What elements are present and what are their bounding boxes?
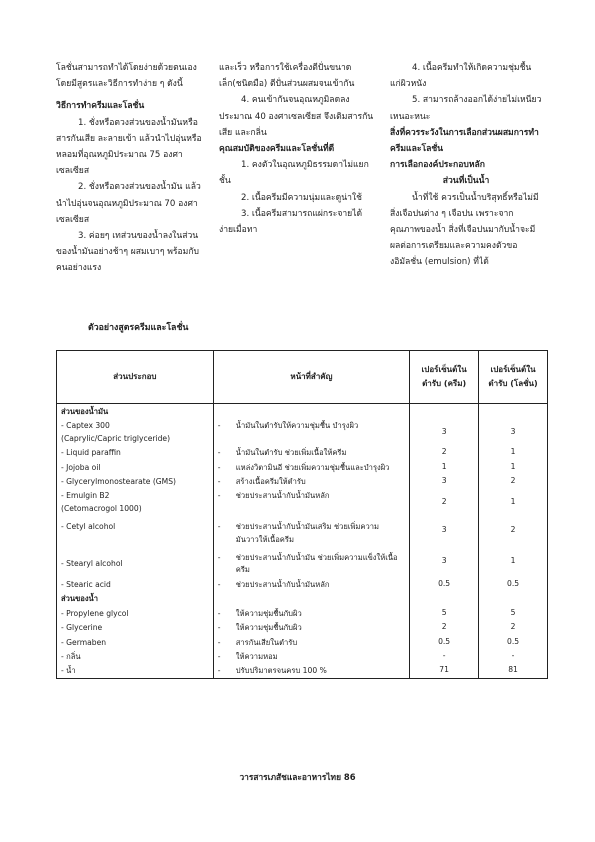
lotion-percent-cell: 2 xyxy=(479,515,548,546)
ingredient-name: - กลิ่น xyxy=(61,651,81,661)
cream-percent-cell: 2 xyxy=(410,488,479,515)
function-line xyxy=(218,490,405,502)
function-text: ช่วยประสานน้ำกับน้ำมัน ช่วยเพิ่มความแข็งให้เนื้อ xyxy=(235,553,398,563)
text-column-3 xyxy=(390,60,542,271)
table-row xyxy=(57,460,548,474)
water-part-text: น้ำที่ใช้ ควรเป็นน้ำบริสุทธิ์หรือไม่มีสิ่งเจือปนต่าง ๆ เจือปน เพราะจากคุณภาพของน้ำ สิ่งที่เจือปนมากับน้ำจะมีผลต่อการเตรียมและความคงตัวของอิมัลชั่น (emulsion) ที่ได้ xyxy=(390,192,539,268)
ingredient-cell xyxy=(57,445,214,459)
cream-percent-cell: 5 xyxy=(410,606,479,620)
function-text: น้ำมันในตำรับให้ความชุ่มชื้น บำรุงผิว xyxy=(235,421,359,431)
function-line xyxy=(218,622,405,634)
function-text: ปรับปริมาตรจนครบ 100 % xyxy=(235,666,327,676)
lotion-percent-cell: 5 xyxy=(479,606,548,620)
dash: - xyxy=(217,553,221,563)
table-row xyxy=(57,474,548,488)
function-text: ให้ความหอม xyxy=(235,651,278,661)
function-line xyxy=(218,579,405,591)
cream-percent-cell: 3 xyxy=(410,474,479,488)
function-line xyxy=(218,476,405,488)
cream-percent-cell: 0.5 xyxy=(410,635,479,649)
ingredient-name: - Liquid paraffin xyxy=(61,448,121,458)
ingredient-name: - Glycerylmonostearate (GMS) xyxy=(61,477,176,487)
lotion-percent-cell: 3 xyxy=(479,418,548,445)
table-row xyxy=(57,663,548,678)
cream-percent-cell: 3 xyxy=(410,546,479,577)
lotion-percent-cell: 0.5 xyxy=(479,635,548,649)
ingredient-cell xyxy=(57,488,214,515)
ingredient-name: - Propylene glycol xyxy=(61,608,129,618)
table-header-row xyxy=(57,351,548,404)
dash: - xyxy=(217,637,221,647)
function-cell xyxy=(213,460,409,474)
water-section-row xyxy=(57,591,548,605)
function-line xyxy=(218,665,405,677)
dash: - xyxy=(217,666,221,676)
cream-percent-cell: 0.5 xyxy=(410,577,479,591)
dash: - xyxy=(217,448,221,458)
lotion-percent-cell: 2 xyxy=(479,474,548,488)
lotion-percent-cell: 2 xyxy=(479,620,548,634)
lotion-percent-cell: 1 xyxy=(479,445,548,459)
ingredient-cell xyxy=(57,606,214,620)
function-cell xyxy=(213,418,409,445)
table-row xyxy=(57,546,548,577)
ingredient-name: - Stearyl alcohol xyxy=(61,559,123,569)
method-step-3: 3. ค่อยๆ เทส่วนของน้ำลงในส่วนของน้ำมันอย่างช้าๆ ผสมเบาๆ พร้อมกับคนอย่างแรง xyxy=(56,231,199,274)
function-text-cont: มันวาวให้เนื้อครีม xyxy=(235,534,294,544)
function-line xyxy=(218,552,405,564)
dash: - xyxy=(217,421,221,431)
table-row xyxy=(57,577,548,591)
table-row xyxy=(57,635,548,649)
function-line xyxy=(218,462,405,474)
oil-section-row xyxy=(57,404,548,419)
ingredient-cell xyxy=(57,546,214,577)
header-lotion-percent: เปอร์เซ็นต์ในตำรับ (โลชั่น) xyxy=(479,351,548,404)
quality-item-2: 2. เนื้อครีมมีความนุ่มและดูน่าใช้ xyxy=(241,192,362,203)
lotion-percent-cell: 1 xyxy=(479,460,548,474)
ingredient-name: - Germaben xyxy=(61,637,107,647)
function-line xyxy=(218,521,405,533)
function-line xyxy=(218,608,405,620)
function-text: ให้ความชุ่มชื้นกับผิว xyxy=(235,608,302,618)
cream-percent-cell: 1 xyxy=(410,460,479,474)
quality-heading: คุณสมบัติของครีมและโลชั่นที่ดี xyxy=(219,144,335,155)
ingredient-name: - Jojoba oil xyxy=(61,462,101,472)
ingredient-cell xyxy=(57,663,214,678)
function-text-cont: ครีม xyxy=(235,565,250,575)
water-section-label: ส่วนของน้ำ xyxy=(57,591,214,605)
function-text: ช่วยประสานน้ำกับน้ำมันหลัก xyxy=(235,491,330,501)
function-text: สารกันเสียในตำรับ xyxy=(235,637,298,647)
ingredient-name: - Captex 300 xyxy=(61,421,110,431)
ingredient-name: - Stearic acid xyxy=(61,579,111,589)
function-cell xyxy=(213,577,409,591)
method-step-3-cont: และเร็ว หรือการใช้เครื่องตีปั่นขนาดเล็ก(ชนิดมือ) ตีปั่นส่วนผสมจนเข้ากัน xyxy=(219,63,355,90)
text-column-1 xyxy=(56,60,208,277)
function-line xyxy=(218,637,405,649)
function-text: แหล่งวิตามินอี ช่วยเพิ่มความชุ่มชื้นและบำรุงผิว xyxy=(235,462,390,472)
method-step-1: 1. ชั่งหรือตวงส่วนของน้ำมันหรือสารกันเสีย ละลายเข้า แล้วนำไปอุ่นหรือหลอมที่อุณหภูมิประมาณ 75 องศาเซลเซียส xyxy=(56,117,202,177)
ingredient-chemical-name: (Cetomacrogol 1000) xyxy=(61,503,142,513)
function-text: ให้ความชุ่มชื้นกับผิว xyxy=(235,623,302,633)
ingredient-cell xyxy=(57,474,214,488)
ingredient-cell xyxy=(57,620,214,634)
function-cell xyxy=(213,649,409,663)
oil-section-label: ส่วนของน้ำมัน xyxy=(57,404,214,419)
function-line xyxy=(218,651,405,663)
cream-percent-cell: 3 xyxy=(410,515,479,546)
cream-percent-cell: 2 xyxy=(410,445,479,459)
method-step-2: 2. ชั่งหรือตวงส่วนของน้ำมัน แล้วนำไปอุ่นจนอุณหภูมิประมาณ 70 องศาเซลเซียส xyxy=(56,182,201,225)
ingredient-cell xyxy=(57,460,214,474)
function-text: ช่วยประสานน้ำกับน้ำมันหลัก xyxy=(235,579,330,589)
dash: - xyxy=(217,651,221,661)
lotion-percent-cell: 0.5 xyxy=(479,577,548,591)
dash: - xyxy=(217,462,221,472)
header-function: หน้าที่สำคัญ xyxy=(213,351,409,404)
table-row xyxy=(57,488,548,515)
water-part-heading: ส่วนที่เป็นน้ำ xyxy=(442,176,490,187)
intro-paragraph: โลชั่นสามารถทำได้โดยง่ายด้วยตนเอง โดยมีสูตรและวิธีการทำง่าย ๆ ดังนี้ xyxy=(56,63,197,90)
dash: - xyxy=(217,623,221,633)
table-row xyxy=(57,515,548,546)
cream-percent-cell: 2 xyxy=(410,620,479,634)
function-cell xyxy=(213,663,409,678)
lotion-percent-cell: 1 xyxy=(479,488,548,515)
ingredient-name: - Emulgin B2 xyxy=(61,491,110,501)
cream-percent-cell: - xyxy=(410,649,479,663)
method-step-4: 4. คนเข้ากันจนอุณหภูมิลดลงประมาณ 40 องศาเซลเซียส จึงเติมสารกันเสีย และกลิ่น xyxy=(219,95,374,138)
function-text: ช่วยประสานน้ำกับน้ำมันเสริม ช่วยเพิ่มความ xyxy=(235,522,380,532)
quality-item-5: 5. สามารถล้างออกได้ง่ายไม่เหนียวเหนอะหนะ xyxy=(390,95,542,122)
header-cream-percent: เปอร์เซ็นต์ในตำรับ (ครีม) xyxy=(410,351,479,404)
section-title: ตัวอย่างสูตรครีมและโลชั่น xyxy=(88,323,189,333)
ingredient-cell xyxy=(57,635,214,649)
dash: - xyxy=(217,608,221,618)
cream-percent-cell: 71 xyxy=(410,663,479,678)
lotion-percent-cell: 1 xyxy=(479,546,548,577)
function-cell xyxy=(213,488,409,515)
cream-percent-cell: 3 xyxy=(410,418,479,445)
function-cell xyxy=(213,445,409,459)
header-ingredient: ส่วนประกอบ xyxy=(57,351,214,404)
ingredient-chemical-name: (Caprylic/Capric triglyceride) xyxy=(61,433,171,443)
table-row xyxy=(57,445,548,459)
main-component-heading: การเลือกองค์ประกอบหลัก xyxy=(390,160,485,171)
table-row xyxy=(57,620,548,634)
table-row xyxy=(57,418,548,445)
function-line xyxy=(218,447,405,459)
ingredient-name: - Cetyl alcohol xyxy=(61,522,116,532)
quality-item-1: 1. คงตัวในอุณหภูมิธรรมดาไม่แยกชั้น xyxy=(219,160,369,187)
function-cell xyxy=(213,515,409,546)
table-row xyxy=(57,649,548,663)
ingredient-cell xyxy=(57,649,214,663)
function-text: สร้างเนื้อครีมให้ตำรับ xyxy=(235,477,306,487)
function-cell xyxy=(213,474,409,488)
page-footer: วารสารเภสัชและอาหารไทย 86 xyxy=(239,772,356,782)
lotion-percent-cell: 81 xyxy=(479,663,548,678)
ingredient-cell xyxy=(57,577,214,591)
recipe-table xyxy=(56,350,548,679)
dash: - xyxy=(217,491,221,501)
function-cell xyxy=(213,635,409,649)
table-row xyxy=(57,606,548,620)
dash: - xyxy=(217,477,221,487)
dash: - xyxy=(217,522,221,532)
ingredient-name: - Glycerine xyxy=(61,623,103,633)
quality-item-4: 4. เนื้อครีมทำให้เกิดความชุ่มชื้นแก่ผิวหนัง xyxy=(390,63,532,90)
function-line xyxy=(218,420,405,432)
dash: - xyxy=(217,579,221,589)
quality-item-3: 3. เนื้อครีมสามารถแผ่กระจายได้ง่ายเมื่อทา xyxy=(219,208,363,236)
ingredient-cell xyxy=(57,418,214,445)
function-cell xyxy=(213,620,409,634)
function-text: น้ำมันในตำรับ ช่วยเพิ่มเนื้อให้ครีม xyxy=(235,448,347,458)
ingredient-cell xyxy=(57,515,214,546)
lotion-percent-cell: - xyxy=(479,649,548,663)
method-heading: วิธีการทำครีมและโลชั่น xyxy=(56,101,145,112)
table-body xyxy=(57,404,548,679)
function-cell xyxy=(213,606,409,620)
function-cell xyxy=(213,546,409,577)
ingredient-name: - น้ำ xyxy=(61,666,76,676)
caution-heading: สิ่งที่ควรระวังในการเลือกส่วนผสมการทำครีมและโลชั่น xyxy=(390,127,539,155)
text-column-2 xyxy=(219,60,374,238)
